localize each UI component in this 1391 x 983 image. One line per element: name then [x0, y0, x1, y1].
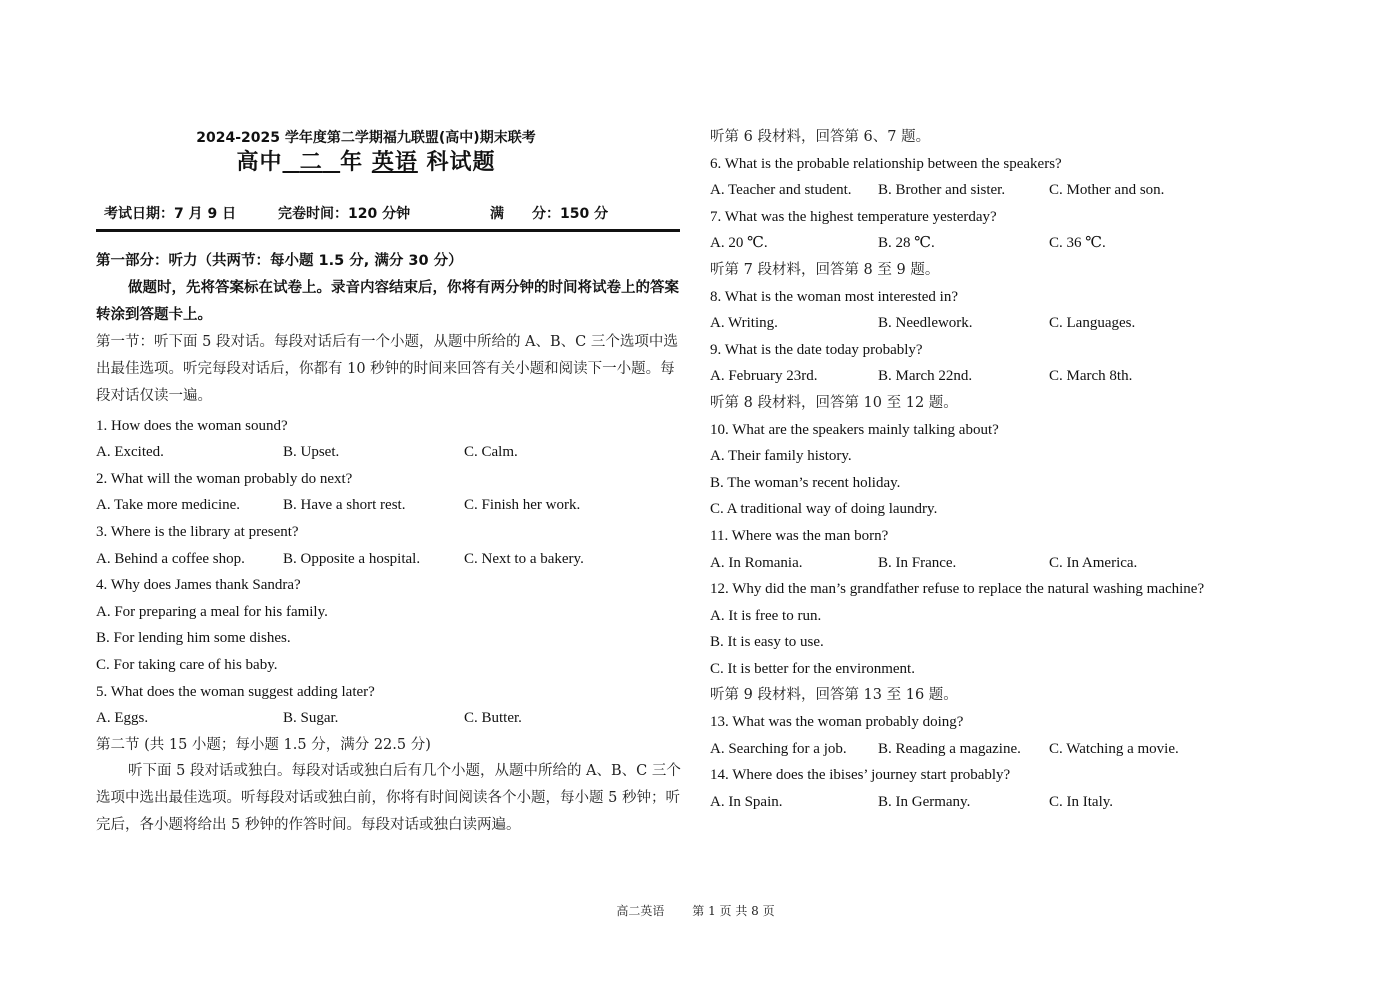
question-7: 7. What was the highest temperature yesterday? [710, 208, 997, 225]
question-3: 3. Where is the library at present? [96, 523, 299, 540]
option-c: C. In America. [1049, 554, 1138, 571]
option-c: C. Mother and son. [1049, 182, 1165, 199]
exam-info-bar [96, 203, 680, 232]
option-b: B. The woman’s recent holiday. [710, 474, 901, 491]
option-c: C. For taking care of his baby. [96, 656, 278, 673]
option-a: A. For preparing a meal for his family. [96, 603, 328, 620]
option-b: B. For lending him some dishes. [96, 630, 291, 647]
footer-subject: 高二英语 [616, 904, 665, 918]
option-c: C. Watching a movie. [1049, 740, 1179, 757]
option-a: A. Eggs. [96, 710, 149, 727]
option-b: B. In France. [878, 554, 957, 571]
title-part: 科试题 [426, 150, 496, 175]
section2-heading: 第二节 (共 15 小题；每小题 1.5 分，满分 22.5 分) [96, 736, 431, 753]
option-a: A. Writing. [710, 315, 778, 332]
left-column [96, 124, 686, 838]
options-6 [710, 177, 1320, 204]
right-column [710, 124, 1320, 815]
section2-instruction: 听下面 5 段对话或独白。每段对话或独白后有几个小题，从题中所给的 A、B、C 三个选项中选出最佳选项。听每段对话或独白前，你将有时间阅读各个小题，每小题 5 秒钟；听完后，各小题将给出 5 秒钟的作答时间。每段对话或独白读两遍。 [96, 763, 681, 833]
option-c: C. In Italy. [1049, 793, 1114, 810]
option-b: B. Brother and sister. [878, 182, 1006, 199]
option-b: B. Have a short rest. [283, 497, 406, 514]
option-b: B. Sugar. [283, 710, 339, 727]
option-a: A. 20 ℃. [710, 235, 768, 252]
options-9 [710, 363, 1320, 390]
question-13: 13. What was the woman probably doing? [710, 714, 964, 731]
title-part: 年 [340, 150, 364, 175]
option-b: B. It is easy to use. [710, 634, 824, 651]
exam-duration: 完卷时间：120 分钟 [278, 206, 411, 222]
page-footer [0, 902, 1391, 919]
material-8: 听第 8 段材料，回答第 10 至 12 题。 [710, 394, 958, 411]
option-b: B. Opposite a hospital. [283, 550, 421, 567]
option-b: B. Reading a magazine. [878, 740, 1021, 757]
option-c: C. Languages. [1049, 315, 1136, 332]
option-a: A. It is free to run. [710, 607, 822, 624]
question-5: 5. What does the woman suggest adding later? [96, 683, 375, 700]
option-b: B. Needlework. [878, 315, 973, 332]
question-8: 8. What is the woman most interested in? [710, 288, 959, 305]
option-c: C. Calm. [464, 444, 518, 461]
material-9: 听第 9 段材料，回答第 13 至 16 题。 [710, 687, 958, 704]
option-a: A. Take more medicine. [96, 497, 241, 514]
material-6: 听第 6 段材料，回答第 6、7 题。 [710, 129, 931, 145]
title-subject: 英语 [371, 150, 418, 175]
option-a: A. Searching for a job. [710, 740, 847, 757]
option-a: A. Behind a coffee shop. [96, 550, 245, 567]
option-a: A. In Romania. [710, 554, 803, 571]
option-a: A. Teacher and student. [710, 182, 852, 199]
question-1: 1. How does the woman sound? [96, 417, 288, 434]
options-14 [710, 789, 1320, 816]
question-12: 12. Why did the man’s grandfather refuse to replace the natural washing machine? [710, 581, 1205, 598]
option-a: A. In Spain. [710, 793, 783, 810]
question-14: 14. Where does the ibises’ journey start probably? [710, 767, 1011, 784]
option-b: B. March 22nd. [878, 368, 973, 385]
question-2: 2. What will the woman probably do next? [96, 470, 353, 487]
exam-subtitle: 2024-2025 学年度第二学期福九联盟(高中)期末联考 [196, 130, 536, 146]
option-b: B. 28 ℃. [878, 235, 935, 252]
option-c: C. Butter. [464, 710, 522, 727]
footer-page-number: 第 1 页 共 8 页 [692, 904, 775, 918]
section1-instruction: 第一节：听下面 5 段对话。每段对话后有一个小题，从题中所给的 A、B、C 三个选项中选出最佳选项。听完每段对话后，你都有 10 秒钟的时间来回答有关小题和阅读下一小题。每段对话仅读一遍。 [96, 333, 678, 404]
options-13 [710, 736, 1320, 763]
title-part: 高中 [236, 150, 283, 175]
option-a: A. February 23rd. [710, 368, 818, 385]
question-11: 11. Where was the man born? [710, 527, 889, 544]
question-10: 10. What are the speakers mainly talking about? [710, 421, 999, 438]
option-c: C. 36 ℃. [1049, 235, 1106, 252]
options-3 [96, 546, 686, 573]
full-score: 满 分：150 分 [490, 206, 609, 222]
option-a: A. Excited. [96, 444, 164, 461]
question-4: 4. Why does James thank Sandra? [96, 577, 301, 594]
exam-date: 考试日期：7 月 9 日 [104, 206, 237, 222]
material-7: 听第 7 段材料，回答第 8 至 9 题。 [710, 261, 940, 278]
options-8 [710, 310, 1320, 337]
exam-title [96, 147, 636, 183]
options-5 [96, 705, 686, 732]
options-7 [710, 230, 1320, 257]
part1-instruction: 做题时，先将答案标在试卷上。录音内容结束后，你将有两分钟的时间将试卷上的答案转涂到答题卡上。 [96, 279, 679, 323]
options-11 [710, 550, 1320, 577]
title-grade: 二 [299, 150, 323, 175]
option-a: A. Their family history. [710, 448, 852, 465]
question-9: 9. What is the date today probably? [710, 341, 923, 358]
options-2 [96, 492, 686, 519]
option-b: B. In Germany. [878, 793, 971, 810]
option-c: C. March 8th. [1049, 368, 1133, 385]
options-1 [96, 439, 686, 466]
question-6: 6. What is the probable relationship between the speakers? [710, 155, 1062, 172]
option-b: B. Upset. [283, 444, 340, 461]
option-c: C. A traditional way of doing laundry. [710, 501, 938, 518]
option-c: C. Finish her work. [464, 497, 581, 514]
option-c: C. It is better for the environment. [710, 660, 915, 677]
part1-heading: 第一部分：听力（共两节：每小题 1.5 分, 满分 30 分） [96, 253, 463, 269]
option-c: C. Next to a bakery. [464, 550, 584, 567]
